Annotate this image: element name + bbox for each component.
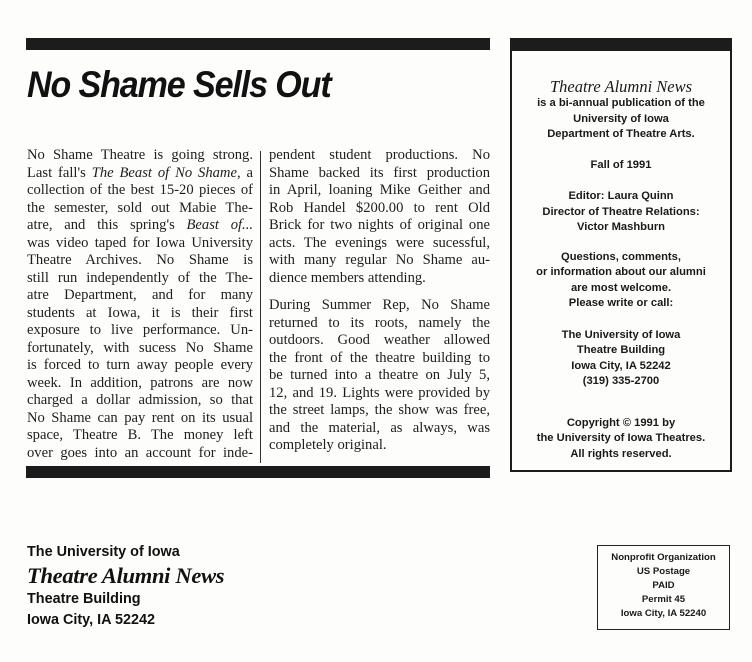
masthead-content xyxy=(512,77,730,462)
masthead-editors xyxy=(512,189,730,236)
masthead-line: are most welcome. xyxy=(570,281,672,294)
masthead-line: Questions, comments, xyxy=(561,250,681,263)
text-line: Shame backed its first production xyxy=(269,164,490,181)
masthead-contact xyxy=(512,250,730,312)
masthead-line: Copyright © 1991 by xyxy=(566,416,676,429)
text-line: returned to its roots, namely the xyxy=(269,314,490,331)
masthead-line: Theatre Building xyxy=(576,344,666,356)
masthead-line: All rights reserved. xyxy=(570,447,672,460)
text-line: the front of the theatre building to xyxy=(269,349,490,366)
column-divider xyxy=(260,151,261,463)
article-headline: No Shame Sells Out xyxy=(27,64,331,105)
return-address xyxy=(27,542,224,631)
text-line: charged a dollar admission, so that xyxy=(27,392,253,408)
top-rule xyxy=(26,38,490,50)
text-line: Brick for two nights of original one xyxy=(269,217,490,233)
text-line: dience members attending. xyxy=(269,269,426,286)
postage-line: US Postage xyxy=(636,566,691,577)
postage-line: Nonprofit Organization xyxy=(611,552,716,563)
masthead-line: Department of Theatre Arts. xyxy=(547,128,695,140)
text-line: students at Iowa, it is their first xyxy=(27,304,253,321)
text-line: the street lamps, the show was free, xyxy=(269,402,490,418)
postage-line: Iowa City, IA 52240 xyxy=(620,608,707,619)
text-line: outdoors. Good weather allowed xyxy=(269,332,490,348)
article-column-right xyxy=(269,147,490,455)
text-line: completely original. xyxy=(269,437,387,453)
text-line: atre Department, and for many xyxy=(27,287,253,303)
masthead-line: Please write or call: xyxy=(568,297,674,309)
masthead-line: or information about our alumni xyxy=(536,266,706,278)
text-line: be turned into a theatre on July 5, xyxy=(269,367,490,383)
postage-line: Permit 45 xyxy=(641,594,686,605)
masthead-top-bar xyxy=(510,40,732,51)
masthead-line: Editor: Laura Quinn xyxy=(568,190,674,202)
masthead-copyright xyxy=(512,416,730,463)
text-line: fortunately, with sucess No Shame xyxy=(27,339,253,356)
text-line: No Shame Theatre is going strong. xyxy=(27,147,253,163)
masthead-line: Victor Mashburn xyxy=(576,221,666,233)
postage-indicia xyxy=(597,545,730,630)
return-address-line: The University of Iowa xyxy=(27,544,180,560)
text-line: and the material, as always, was xyxy=(269,419,490,436)
text-line: atre, and this spring's Beast of... xyxy=(27,217,253,233)
text-line: exposure to live performance. Un- xyxy=(27,322,253,338)
text-line: week. In addition, patrons are now xyxy=(27,374,253,391)
masthead-line: (319) 335-2700 xyxy=(582,375,660,387)
text-line: Rob Handel $200.00 to rent Old xyxy=(269,199,490,216)
text-line: During Summer Rep, No Shame xyxy=(269,297,490,313)
text-line: Last fall's The Beast of No Shame, a xyxy=(27,164,253,181)
article-paragraph xyxy=(269,147,490,287)
text-line: space, Theatre B. The money left xyxy=(27,427,253,443)
text-line: 12, and 19. Lights were provided by xyxy=(269,384,490,401)
text-line: in April, loaning Mike Geither and xyxy=(269,182,490,198)
text-line: Theatre Archives. No Shame is xyxy=(27,252,253,268)
masthead-title: Theatre Alumni News xyxy=(549,77,693,96)
masthead-line: University of Iowa xyxy=(573,112,669,125)
text-line: still run independently of the The- xyxy=(27,269,253,286)
article-paragraph xyxy=(269,297,490,455)
text-line: the semester, sold out Mabie The- xyxy=(27,199,253,216)
masthead-line: The University of Iowa xyxy=(561,328,681,341)
text-line: with many regular No Shame au- xyxy=(269,252,490,268)
masthead-box xyxy=(510,38,732,472)
italic-title: Beast of... xyxy=(186,217,253,233)
text-line: is forced to turn away people every xyxy=(27,357,253,373)
text-line: collection of the best 15-20 pieces of xyxy=(27,182,253,198)
masthead-intro xyxy=(512,96,730,143)
masthead-line: is a bi-annual publication of the xyxy=(537,97,705,109)
masthead-line: Director of Theatre Relations: xyxy=(542,205,700,218)
text-line: No Shame can pay rent on its usual xyxy=(27,409,253,426)
masthead-issue: Fall of 1991 xyxy=(590,158,652,171)
text-line: pendent student productions. No xyxy=(269,147,490,163)
masthead-line: Iowa City, IA 52242 xyxy=(571,359,671,372)
article-paragraph xyxy=(27,147,253,462)
masthead-address xyxy=(512,328,730,390)
text-line: acts. The evenings were sucessful, xyxy=(269,234,490,251)
text-line: over goes into an account for inde- xyxy=(27,444,253,461)
postage-line: PAID xyxy=(652,580,675,591)
article-column-left xyxy=(27,147,253,462)
return-address-title: Theatre Alumni News xyxy=(27,563,225,588)
italic-title: The Beast of No Shame xyxy=(91,164,237,181)
bottom-rule xyxy=(26,466,490,478)
masthead-line: the University of Iowa Theatres. xyxy=(536,432,706,444)
return-address-line: Theatre Building xyxy=(27,591,141,607)
text-line: was video taped for Iowa University xyxy=(27,234,253,251)
return-address-line: Iowa City, IA 52242 xyxy=(27,612,155,628)
